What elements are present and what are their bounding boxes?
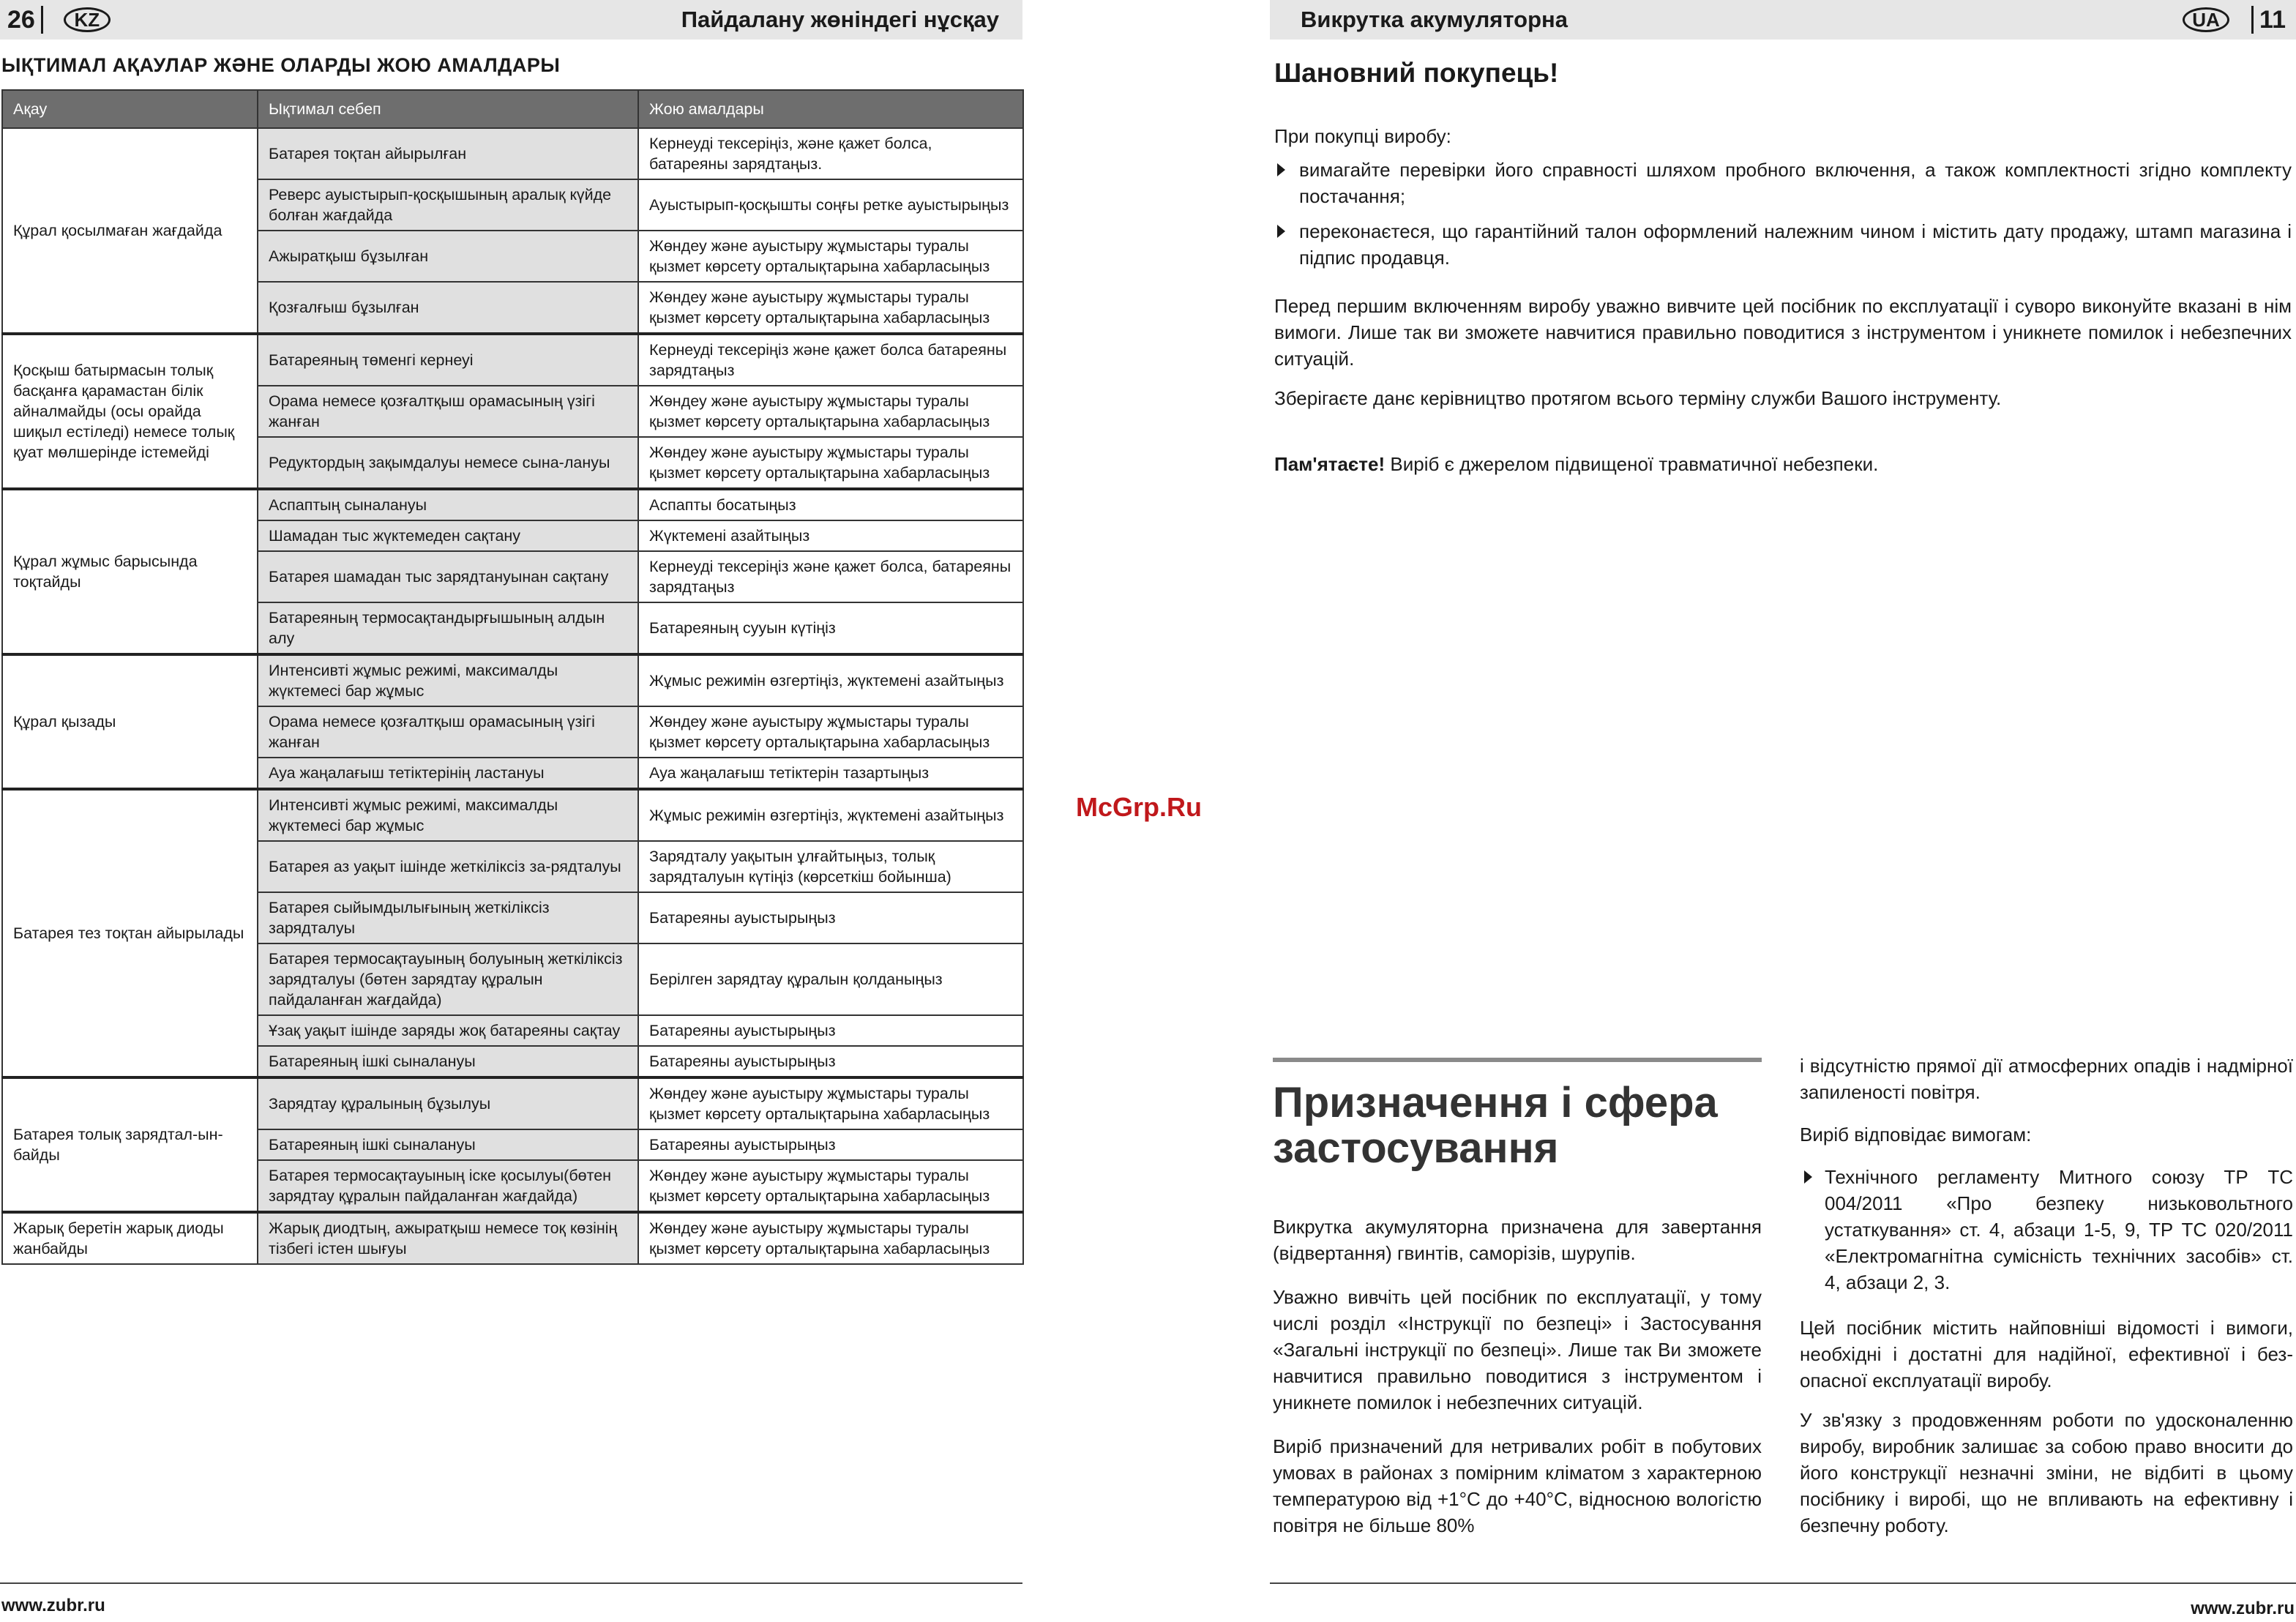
remedy-cell: Батареяны ауыстырыңыз (638, 892, 1023, 943)
cause-cell: Интенсивті жұмыс режимі, максималды жүктемесі бар жұмыс (258, 654, 638, 706)
table-row (2, 1077, 1023, 1129)
study-paragraph: Уважно вивчіть цей посібник по експлуатації, у тому числі розділ «Інструкції по безпеці» і Застосування «Загальні інструкції по безпеці». Лише так Ви зможете навчитися правильно поводитися з інструментом і уникнете помилок і небезпечних ситуацій. (1273, 1286, 1762, 1413)
remedy-cell: Жөндеу және ауыстыру жұмыстары туралы қызмет көрсету орталықтарына хабарласыңыз (638, 706, 1023, 758)
remedy-cell: Жүктемені азайтыңыз (638, 520, 1023, 551)
remedy-cell: Ауа жаңалағыш тетіктерін тазартыңыз (638, 758, 1023, 789)
regulation-text: Технічного регламенту Митного союзу ТР ТС 004/2011 «Про безпеку низьковольтного устаткування» ст. 4, абзаци 1-5, 9, ТР ТС 020/2011 «Електромагнітна сумісність технічних засобів» ст. 4, абзаци 2, 3. (1825, 1166, 2293, 1293)
cause-cell: Шамадан тыс жүктемеден сақтану (258, 520, 638, 551)
problem-cell: Жарық беретін жарық диоды жанбайды (2, 1212, 258, 1264)
problem-cell: Құрал қосылмаған жағдайда (2, 128, 258, 334)
left-page-number: 26 (7, 5, 35, 34)
table-row (2, 128, 1023, 179)
remedy-cell: Жұмыс режимін өзгертіңіз, жүктемені азайтыңыз (638, 789, 1023, 841)
purpose-section-title: Призначення і сфера застосування (1273, 1079, 1718, 1172)
cause-cell: Батарея аз уақыт ішінде жеткіліксіз за-рядталуы (258, 841, 638, 892)
cause-cell: Батареяның ішкі сыналануы (258, 1129, 638, 1160)
remedy-cell: Батареяны ауыстырыңыз (638, 1015, 1023, 1046)
cause-cell: Редуктордың зақымдалуы немесе сына-лануы (258, 437, 638, 489)
table-row (2, 1212, 1023, 1264)
intro-text: При покупці виробу: (1274, 125, 1451, 147)
cause-cell: Батареяның термосақтандырғышының алдын алу (258, 602, 638, 654)
storage-paragraph: Зберігаєте данє керівництво протягом всього терміну служби Вашого інструменту. (1274, 387, 2002, 409)
right-header-title: Викрутка акумуляторна (1301, 7, 1568, 32)
bullet-arrow-icon (1804, 1170, 1812, 1184)
bullet-arrow-icon (1277, 225, 1285, 238)
remedy-cell: Кернеуді тексеріңіз және қажет болса, батареяны зарядтаңыз (638, 551, 1023, 602)
problem-cell: Қосқыш батырмасын толық басқанға қарамастан білік айналмайды (осы орайда шиқыл естіледі) немесе толық қуат мөлшерінде істемейді (2, 334, 258, 489)
remedy-cell: Жұмыс режимін өзгертіңіз, жүктемені азайтыңыз (638, 654, 1023, 706)
cause-cell: Батареяның төменгі кернеуі (258, 334, 638, 386)
remedy-cell: Жөндеу және ауыстыру жұмыстары туралы қызмет көрсету орталықтарына хабарласыңыз (638, 231, 1023, 282)
table-row (2, 489, 1023, 520)
remedy-cell: Жөндеу және ауыстыру жұмыстары туралы қызмет көрсету орталықтарына хабарласыңыз (638, 1077, 1023, 1129)
right-header-bar (1270, 0, 2296, 40)
remedy-cell: Кернеуді тексеріңіз, және қажет болса, батареяны зарядтаңыз. (638, 128, 1023, 179)
remedy-cell: Жөндеу және ауыстыру жұмыстары туралы қызмет көрсету орталықтарына хабарласыңыз (638, 386, 1023, 437)
regulation-bullet (1800, 1164, 2293, 1296)
problem-cell: Құрал жұмыс барысында тоқтайды (2, 489, 258, 654)
remedy-cell: Кернеуді тексеріңіз және қажет болса батареяны зарядтаңыз (638, 334, 1023, 386)
troubleshooting-table (1, 89, 1024, 1265)
remedy-cell: Батареяның сууын күтіңіз (638, 602, 1023, 654)
column-header-problem: Ақау (2, 90, 258, 128)
cause-cell: Орама немесе қозғалтқыш орамасының үзігі жанған (258, 706, 638, 758)
remedy-cell: Берілген зарядтау құралын қолданыңыз (638, 943, 1023, 1015)
table-header-row (2, 90, 1023, 128)
remedy-cell: Жөндеу және ауыстыру жұмыстары туралы қызмет көрсету орталықтарына хабарласыңыз (638, 1160, 1023, 1212)
cause-cell: Батарея тоқтан айырылған (258, 128, 638, 179)
conditions-continued: і відсутністю прямої дії атмосферних опадів і надмірної запиленості повітря. (1800, 1055, 2293, 1103)
table-row (2, 789, 1023, 841)
table-row (2, 334, 1023, 386)
section-rule (1273, 1058, 1762, 1062)
cause-cell: Орама немесе қозғалтқыш орамасының үзігі жанған (258, 386, 638, 437)
manual-info-paragraph: Цей посібник містить найповніші відомості і вимоги, необхідні і достатні для надійної, ефективної і без-опасної експлуатації виробу. (1800, 1317, 2293, 1391)
language-badge-kz: KZ (64, 7, 111, 32)
remedy-cell: Жөндеу және ауыстыру жұмыстары туралы қызмет көрсету орталықтарына хабарласыңыз (638, 1212, 1023, 1264)
left-footer-url: www.zubr.ru (1, 1596, 105, 1615)
problem-cell: Құрал қызады (2, 654, 258, 789)
table-row (2, 654, 1023, 706)
requirements-label: Виріб відповідає вимогам: (1800, 1124, 2032, 1146)
remedy-cell: Жөндеу және ауыстыру жұмыстары туралы қызмет көрсету орталықтарына хабарласыңыз (638, 437, 1023, 489)
troubleshooting-title: ЫҚТИМАЛ АҚАУЛАР ЖӘНЕ ОЛАРДЫ ЖОЮ АМАЛДАРЫ (1, 54, 561, 76)
cause-cell: Батарея термосақтауының болуының жеткіліксіз зарядталуы (бөтен зарядтау құралын пайдаланған жағдайда) (258, 943, 638, 1015)
right-footer-rule (1270, 1582, 2296, 1584)
remedy-cell: Аспапты босатыңыз (638, 489, 1023, 520)
header-divider (41, 6, 43, 34)
right-page-number: 11 (2259, 6, 2286, 34)
right-footer-url: www.zubr.ru (2191, 1599, 2295, 1618)
cause-cell: Қозғалғыш бұзылған (258, 282, 638, 334)
remedy-cell: Зарядталу уақытын ұлғайтыңыз, толық зарядталуын күтіңіз (көрсеткіш бойынша) (638, 841, 1023, 892)
column-header-remedy: Жою амалдары (638, 90, 1023, 128)
cause-cell: Батарея шамадан тыс зарядтануынан сақтану (258, 551, 638, 602)
cause-cell: Ажыратқыш бұзылған (258, 231, 638, 282)
cause-cell: Батарея сыйымдылығының жеткіліксіз зарядталуы (258, 892, 638, 943)
improvements-paragraph: У зв'язку з продовженням роботи по удосконаленню виробу, виробник залишає за собою право вносити до його конструкції незначні зміни, не відбиті в цьому посібнику і виробі, що не впливають на ефективну і безпечну роботу. (1800, 1409, 2293, 1536)
language-badge-ua: UA (2183, 7, 2229, 32)
watermark: McGrp.Ru (1076, 792, 1203, 822)
remedy-cell: Жөндеу және ауыстыру жұмыстары туралы қызмет көрсету орталықтарына хабарласыңыз (638, 282, 1023, 334)
bullet-arrow-icon (1277, 163, 1285, 176)
greeting-heading: Шановний покупець! (1274, 58, 1559, 88)
left-page (0, 0, 1025, 1618)
right-page (1270, 0, 2296, 1618)
problem-cell: Батарея толық зарядтал-ын-байды (2, 1077, 258, 1212)
bullet-item (1274, 157, 2292, 209)
purpose-paragraph: Викрутка акумуляторна призначена для завертання (відвертання) гвинтів, саморізів, шурупів. (1273, 1216, 1762, 1264)
remedy-cell: Ауыстырып-қосқышты соңғы ретке ауыстырыңыз (638, 179, 1023, 231)
warning-label: Пам'ятаєте! (1274, 453, 1386, 475)
cause-cell: Батареяның ішкі сыналануы (258, 1046, 638, 1077)
warning-paragraph (1274, 451, 2292, 477)
cause-cell: Аспаптың сыналануы (258, 489, 638, 520)
bullet-item (1274, 218, 2292, 271)
instruction-paragraph: Перед першим включенням виробу уважно вивчите цей посібник по експлуатації і суворо виконуйте вказані в нім вимоги. Лише так ви зможете навчитися правильно поводитися з інструментом і уникнете помилок і небезпечних ситуацій. (1274, 295, 2292, 370)
cause-cell: Реверс ауыстырып-қосқышының аралық күйде болған жағдайда (258, 179, 638, 231)
conditions-paragraph: Виріб призначений для нетривалих робіт в побутових умовах в районах з помірним кліматом з характерною температурою від +1°С до +40°С, відносною вологістю повітря не більше 80% (1273, 1435, 1762, 1536)
left-header-bar (0, 0, 1022, 40)
cause-cell: Ауа жаңалағыш тетіктерінің ластануы (258, 758, 638, 789)
column-header-cause: Ықтимал себеп (258, 90, 638, 128)
left-header-title: Пайдалану жөніндегі нұсқау (681, 7, 999, 32)
cause-cell: Интенсивті жұмыс режимі, максималды жүктемесі бар жұмыс (258, 789, 638, 841)
cause-cell: Батарея термосақтауының іске қосылуы(бөтен зарядтау құралын пайдаланған жағдайда) (258, 1160, 638, 1212)
bullet-text: вимагайте перевірки його справності шляхом пробного включення, а також комплектності згідно комплекту постачання; (1299, 159, 2292, 207)
cause-cell: Ұзақ уақыт ішінде заряды жоқ батареяны сақтау (258, 1015, 638, 1046)
remedy-cell: Батареяны ауыстырыңыз (638, 1046, 1023, 1077)
left-footer-rule (0, 1582, 1022, 1584)
bullet-text: переконаєтеся, що гарантійний талон оформлений належним чином і містить дату продажу, штамп магазина і підпис продавця. (1299, 220, 2292, 269)
cause-cell: Жарық диодтың, ажыратқыш немесе тоқ көзінің тізбегі істен шығуы (258, 1212, 638, 1264)
cause-cell: Зарядтау құралының бұзылуы (258, 1077, 638, 1129)
warning-text: Виріб є джерелом підвищеної травматичної небезпеки. (1385, 453, 1879, 475)
problem-cell: Батарея тез тоқтан айырылады (2, 789, 258, 1077)
remedy-cell: Батареяны ауыстырыңыз (638, 1129, 1023, 1160)
header-divider (2251, 6, 2254, 34)
